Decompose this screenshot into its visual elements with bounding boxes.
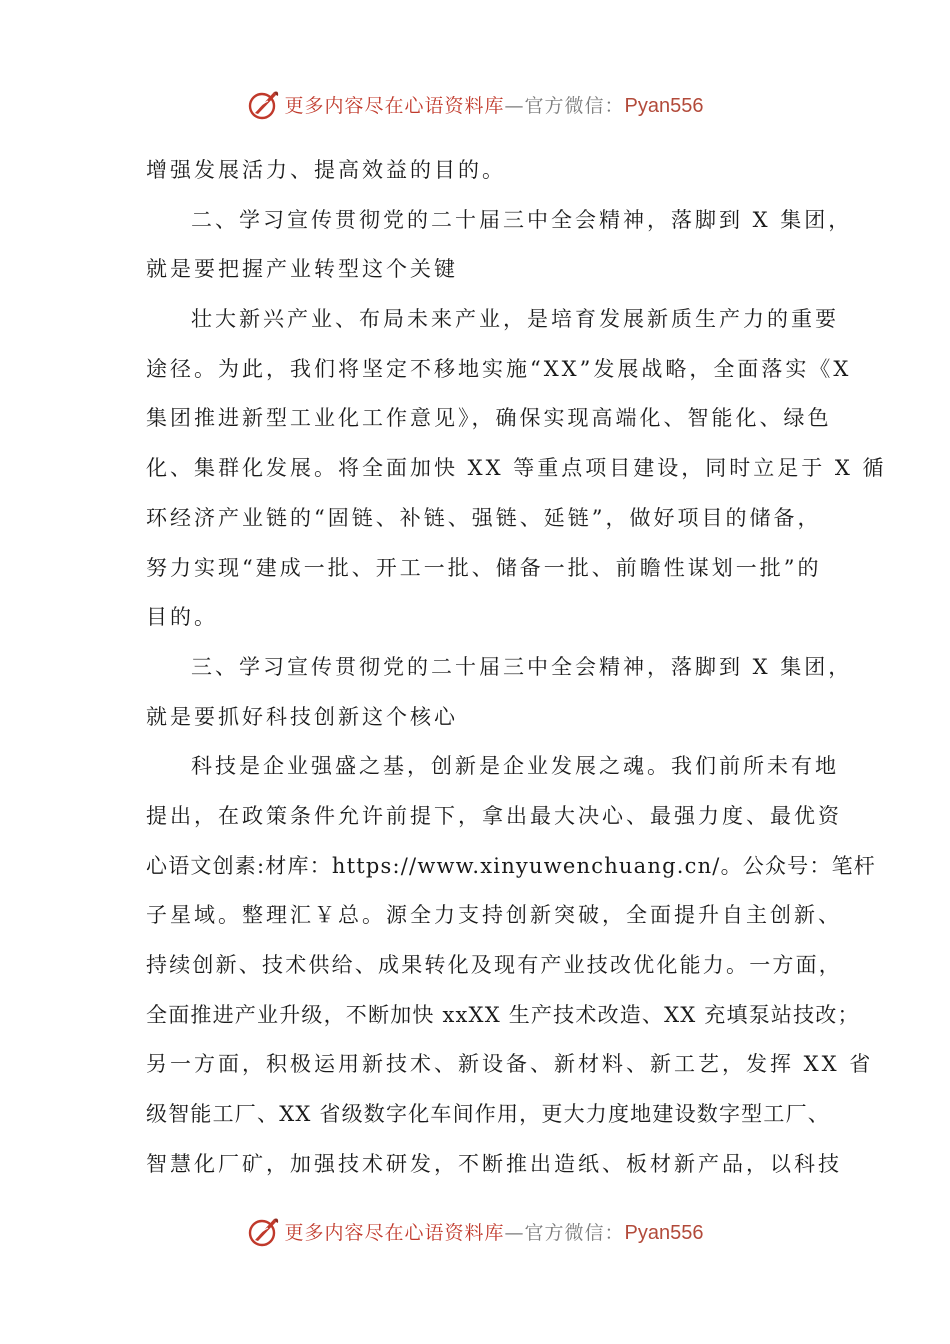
- paragraph-line-with-url: 心语文创素:材库：https://www.xinyuwenchuang.cn/。公众号：笔杆: [146, 853, 876, 878]
- paragraph-line: 环经济产业链的“固链、补链、强链、延链”，做好项目的储备，: [146, 505, 822, 530]
- paragraph-line: 另一方面，积极运用新技术、新设备、新材料、新工艺，发挥 XX 省: [146, 1052, 874, 1077]
- paragraph-line: 壮大新兴产业、布局未来产业，是培育发展新质生产力的重要: [191, 307, 839, 332]
- paragraph-line: 全面推进产业升级，不断加快 xxXX 生产技术改造、XX 充填泵站技改；: [146, 1002, 860, 1027]
- paragraph-line: 级智能工厂、XX 省级数字化车间作用，更大力度地建设数字型工厂、: [146, 1102, 830, 1127]
- quill-logo-icon: [247, 87, 281, 121]
- footer-watermark: [0, 1211, 950, 1251]
- section-heading-2-cont: 就是要把握产业转型这个关键: [146, 257, 458, 282]
- section-heading-3: 三、学习宣传贯彻党的二十届三中全会精神，落脚到 X 集团，: [191, 654, 853, 679]
- paragraph-line: 提出，在政策条件允许前提下，拿出最大决心、最强力度、最优资: [146, 803, 842, 828]
- paragraph-line: 途径。为此，我们将坚定不移地实施“XX”发展战略，全面落实《X: [146, 356, 852, 381]
- paragraph-line: 科技是企业强盛之基，创新是企业发展之魂。我们前所未有地: [191, 754, 839, 779]
- header-watermark: [0, 84, 950, 124]
- text-line: 增强发展活力、提高效益的目的。: [146, 158, 506, 182]
- paragraph-line: 集团推进新型工业化工作意见》，确保实现高端化、智能化、绿色: [146, 406, 832, 431]
- watermark-text: 更多内容尽在心语资料库—官方微信：Pyan556: [284, 1221, 704, 1244]
- paragraph-line: 子星域。整理汇￥总。源全力支持创新突破，全面提升自主创新、: [146, 903, 842, 928]
- quill-logo-icon: [247, 1214, 281, 1248]
- paragraph-line: 化、集群化发展。将全面加快 XX 等重点项目建设，同时立足于 X 循: [146, 456, 887, 481]
- paragraph-line: 智慧化厂矿，加强技术研发，不断推出造纸、板材新产品，以科技: [146, 1151, 842, 1176]
- paragraph-line: 目的。: [146, 605, 218, 630]
- section-heading-2: 二、学习宣传贯彻党的二十届三中全会精神，落脚到 X 集团，: [191, 207, 853, 232]
- watermark-text: 更多内容尽在心语资料库—官方微信：Pyan556: [284, 94, 704, 117]
- paragraph-line: 持续创新、技术供给、成果转化及现有产业技改优化能力。一方面，: [146, 953, 842, 977]
- document-body: [146, 146, 887, 1189]
- section-heading-3-cont: 就是要抓好科技创新这个核心: [146, 704, 458, 729]
- paragraph-line: 努力实现“建成一批、开工一批、储备一批、前瞻性谋划一批”的: [146, 555, 822, 580]
